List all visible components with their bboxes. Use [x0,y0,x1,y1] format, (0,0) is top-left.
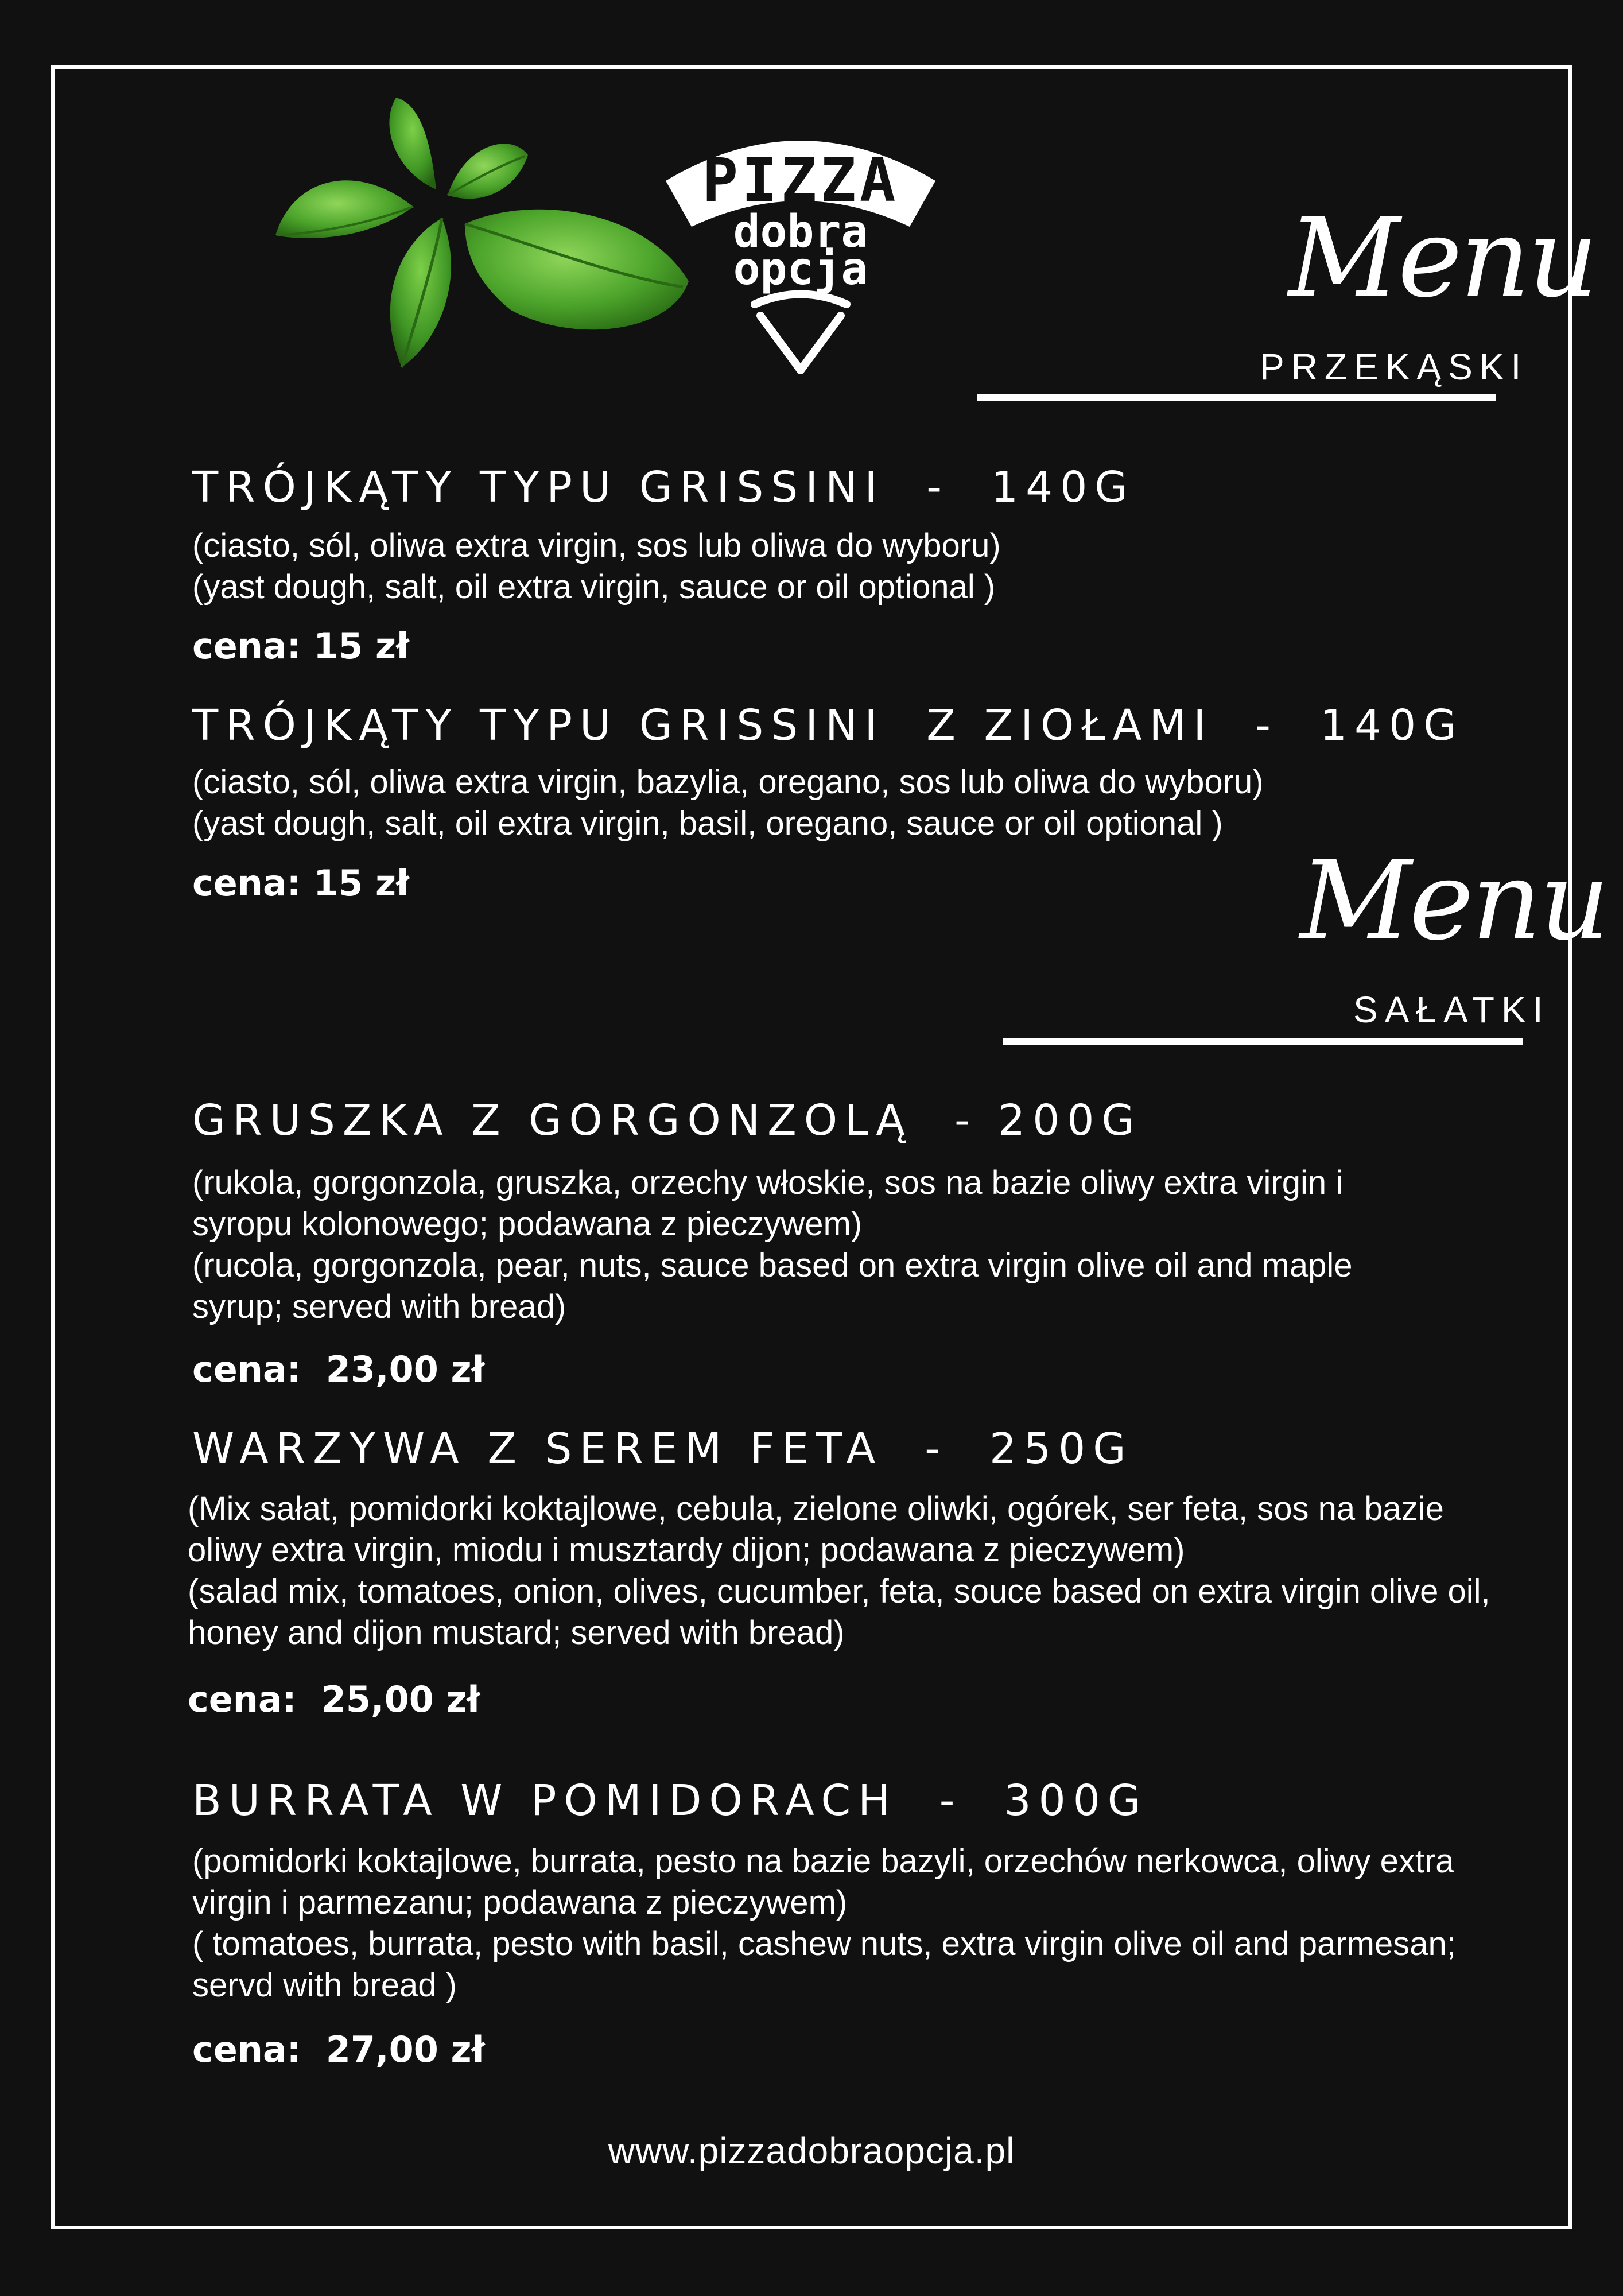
item-title: TRÓJKĄTY TYPU GRISSINI Z ZIOŁAMI - 140G [192,701,1464,750]
logo-pizza-text: PIZZA [702,145,899,215]
description-line: servd with bread ) [192,1967,457,2004]
item-title: TRÓJKĄTY TYPU GRISSINI - 140G [192,463,1135,512]
item-price: cena: 27,00 zł [192,2029,485,2070]
description-line: (ciasto, sól, oliwa extra virgin, bazylia, oregano, sos lub oliwa do wyboru) [192,763,1264,801]
basil-leaves-image [270,92,694,379]
item-title: GRUSZKA Z GORGONZOLĄ - 200G [192,1096,1142,1145]
menu-script-title: Menu [1300,837,1608,964]
description-line: (rucola, gorgonzola, pear, nuts, sauce based on extra virgin olive oil and maple [192,1247,1353,1284]
item-price: cena: 25,00 zł [188,1678,480,1720]
item-description [192,1841,1456,2006]
description-line: syropu kolonowego; podawana z pieczywem) [192,1205,863,1243]
pizza-logo [660,112,941,382]
item-title: BURRATA W POMIDORACH - 300G [192,1776,1148,1825]
item-price: cena: 15 zł [192,862,410,904]
item-description [192,762,1264,844]
item-description [192,525,1001,608]
description-line: oliwy extra virgin, miodu i musztardy dijon; podawana z pieczywem) [188,1531,1185,1569]
description-line: virgin i parmezanu; podawana z pieczywem) [192,1884,848,1921]
description-line: (yast dough, salt, oil extra virgin, sauce or oil optional ) [192,568,996,606]
description-line: (pomidorki koktajlowe, burrata, pesto na bazie bazyli, orzechów nerkowca, oliwy extra [192,1843,1454,1880]
section-label-przekaski: PRZEKĄSKI [1260,346,1528,387]
section-divider [977,394,1496,401]
item-price: cena: 23,00 zł [192,1348,485,1390]
section-label-salatki: SAŁATKI [1353,989,1550,1030]
description-line: (yast dough, salt, oil extra virgin, basil, oregano, sauce or oil optional ) [192,805,1223,842]
logo-opcja-text: opcja [733,243,868,295]
description-line: honey and dijon mustard; served with bread) [188,1614,845,1651]
description-line: (Mix sałat, pomidorki koktajlowe, cebula, zielone oliwki, ogórek, ser feta, sos na bazie [188,1490,1444,1527]
item-title: WARZYWA Z SEREM FETA - 250G [192,1424,1133,1473]
item-description [188,1488,1490,1654]
website-link[interactable]: www.pizzadobraopcja.pl [608,2130,1015,2171]
menu-script-title: Menu [1288,195,1596,321]
description-line: (ciasto, sól, oliwa extra virgin, sos lub oliwa do wyboru) [192,527,1001,564]
item-price: cena: 15 zł [192,625,410,667]
description-line: (rukola, gorgonzola, gruszka, orzechy włoskie, sos na bazie oliwy extra virgin i [192,1164,1344,1201]
description-line: syrup; served with bread) [192,1288,566,1325]
description-line: (salad mix, tomatoes, onion, olives, cucumber, feta, souce based on extra virgin olive oil, [188,1573,1490,1610]
section-divider [1003,1038,1523,1045]
item-description [192,1162,1353,1328]
description-line: ( tomatoes, burrata, pesto with basil, cashew nuts, extra virgin olive oil and parmesan; [192,1925,1456,1963]
logo-dobra-text: dobra [733,206,868,258]
